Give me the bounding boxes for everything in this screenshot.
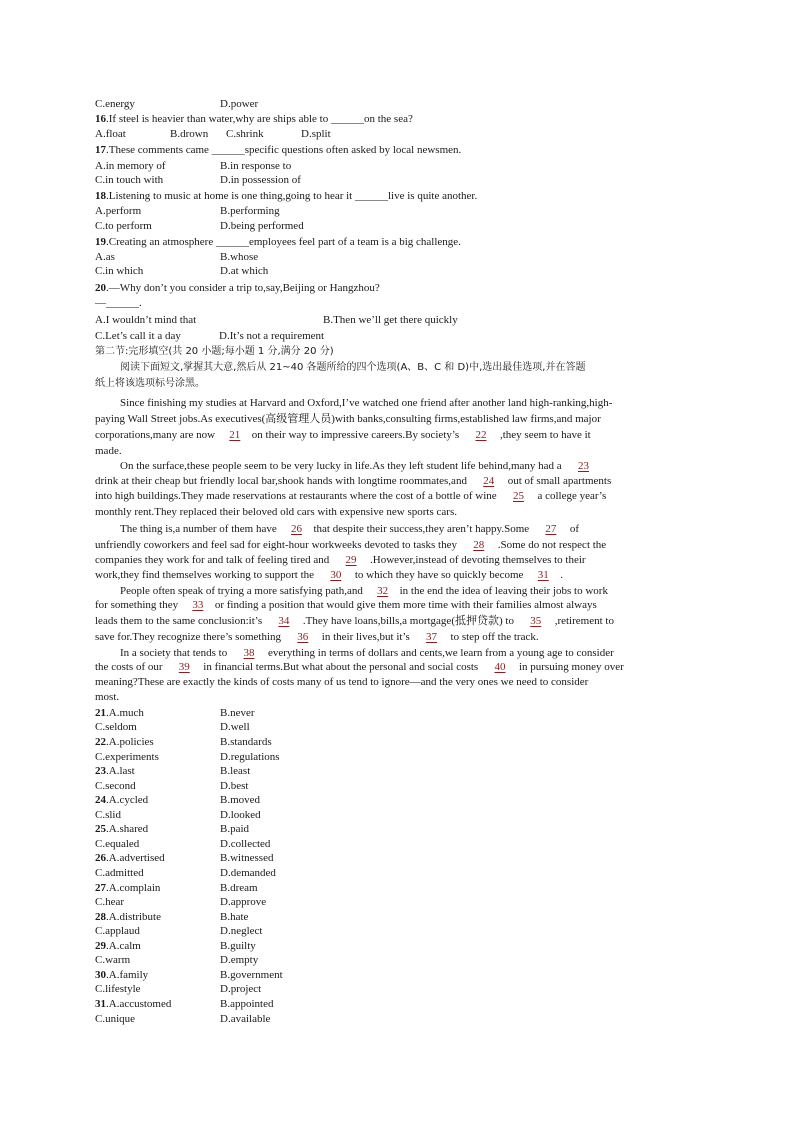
passage-text: on their way to impressive careers.By society’s — [251, 429, 462, 441]
passage-text: On the surface,these people seem to be very lucky in life.As they left student life behind,many had a — [120, 460, 565, 472]
question-number: 24 — [95, 794, 106, 806]
passage-p2-line1 — [120, 459, 602, 473]
option-a: A.perform — [95, 205, 142, 217]
option-d: D.power — [220, 98, 259, 110]
question-text-end: on the sea? — [363, 113, 413, 125]
blank-37: 37 — [426, 631, 438, 643]
option-d: D.empty — [220, 954, 259, 966]
option-a: A.float — [95, 128, 126, 140]
passage-p3-line2 — [95, 538, 606, 552]
option-d: D.in possession of — [220, 174, 301, 186]
option-c: C.in which — [95, 265, 144, 277]
option-a: .A.distribute — [106, 911, 161, 923]
passage-text: . — [560, 569, 563, 581]
option-a: .A.complain — [106, 882, 161, 894]
passage-p5-line1 — [120, 646, 614, 660]
passage-text: .Some do not respect the — [497, 539, 607, 551]
passage-text: everything in terms of dollars and cents,we learn from a young age to consider — [267, 647, 614, 659]
option-a: A.I wouldn’t mind that — [95, 314, 197, 326]
option-row-22-ab — [95, 735, 272, 749]
passage-text: save for.They recognize there’s something — [95, 631, 284, 643]
passage-text: a college year’s — [537, 490, 607, 502]
option-row-26-ab — [95, 851, 274, 865]
option-b: B.least — [220, 765, 251, 777]
option-c: C.energy — [95, 98, 135, 110]
option-d: D.collected — [220, 838, 271, 850]
option-b: B.moved — [220, 794, 261, 806]
passage-text: corporations,many are now — [95, 429, 218, 441]
option-row-27-cd — [95, 895, 267, 909]
question-text: .—Why don’t you consider a trip to,say,Beijing or Hangzhou? — [106, 282, 380, 294]
option-row-23-ab — [95, 764, 251, 778]
blank-35: 35 — [530, 615, 542, 627]
blank-23: 23 — [577, 460, 589, 472]
option-c: C.to perform — [95, 220, 152, 232]
blank-34: 34 — [278, 615, 290, 627]
option-d: D.available — [220, 1013, 271, 1025]
blank-31: 31 — [537, 569, 549, 581]
option-row-27-ab — [95, 881, 258, 895]
passage-text: in their lives,but it’s — [321, 631, 413, 643]
option-a: A.in memory of — [95, 160, 166, 172]
passage-text: the costs of our — [95, 661, 166, 673]
option-c: C.admitted — [95, 867, 144, 879]
reply-end: . — [139, 297, 142, 309]
answer-blank: ______ — [106, 297, 139, 309]
option-b: B.whose — [220, 251, 259, 263]
section-title: 第二节:完形填空(共 20 小题;每小题 1 分,满分 20 分) — [95, 346, 334, 357]
option-b: B.paid — [220, 823, 250, 835]
passage-text: drink at their cheap but friendly local bar,shook hands with longtime roommates,and — [95, 475, 470, 487]
passage-p4-line2 — [95, 598, 597, 612]
passage-text: ,retirement to — [554, 615, 614, 627]
blank-36: 36 — [297, 631, 309, 643]
section-instructions-line2: 纸上将该选项标号涂黑。 — [95, 378, 205, 389]
question-text: .Creating an atmosphere — [106, 236, 216, 248]
passage-text: out of small apartments — [507, 475, 612, 487]
option-c: C.in touch with — [95, 174, 164, 186]
question-number: 30 — [95, 969, 106, 981]
blank-25: 25 — [512, 490, 524, 502]
question-text: .These comments came — [106, 144, 212, 156]
option-d: D.being performed — [220, 220, 304, 232]
passage-text: The thing is,a number of them have — [120, 523, 280, 535]
question-number: 26 — [95, 852, 106, 864]
passage-text: unfriendly coworkers and feel sad for eight-hour workweeks devoted to tasks they — [95, 539, 460, 551]
option-row-28-ab — [95, 910, 249, 924]
question-18-options-cd — [95, 219, 304, 233]
option-b: B.never — [220, 707, 255, 719]
passage-text: ,they seem to have it — [499, 429, 591, 441]
option-row-29-cd — [95, 953, 259, 967]
option-c: C.seldom — [95, 721, 137, 733]
passage-p2-line4: monthly rent.They replaced their beloved old cars with expensive new sports cars. — [95, 506, 457, 518]
passage-text: In a society that tends to — [120, 647, 230, 659]
option-c: C.experiments — [95, 751, 159, 763]
passage-text: People often speak of trying a more satisfying path,and — [120, 585, 366, 597]
option-b: B.in response to — [220, 160, 292, 172]
blank-40: 40 — [494, 661, 506, 673]
option-b: B.appointed — [220, 998, 274, 1010]
option-row-21-ab — [95, 706, 255, 720]
passage-text: that despite their success,they aren’t happy.Some — [313, 523, 532, 535]
option-d: D.at which — [220, 265, 269, 277]
option-b: B.standards — [220, 736, 272, 748]
blank-24: 24 — [483, 475, 495, 487]
option-row-26-cd — [95, 866, 276, 880]
question-text: .If steel is heavier than water,why are ships able to — [106, 113, 331, 125]
question-number: 18 — [95, 190, 106, 202]
option-a: A.as — [95, 251, 115, 263]
option-a: .A.policies — [106, 736, 154, 748]
option-row-31-cd — [95, 1012, 271, 1026]
passage-text: companies they work for and talk of feeling tired and — [95, 554, 333, 566]
passage-text: to step off the track. — [450, 631, 539, 643]
blank-28: 28 — [473, 539, 485, 551]
question-text-end: specific questions often asked by local newsmen. — [244, 144, 462, 156]
option-c: C.warm — [95, 954, 131, 966]
question-20-stem — [95, 281, 380, 295]
option-a: .A.last — [106, 765, 135, 777]
passage-p4-line4 — [95, 630, 539, 644]
passage-p4-line1 — [120, 584, 608, 598]
option-c: C.lifestyle — [95, 983, 141, 995]
option-row-30-ab — [95, 968, 283, 982]
passage-p5-line3: meaning?These are exactly the kinds of costs many of us tend to ignore—and the very ones we need to consider — [95, 676, 589, 688]
question-19-options-ab — [95, 250, 259, 264]
question-19-stem — [95, 235, 461, 249]
option-b: B.Then we’ll get there quickly — [323, 314, 458, 326]
option-c: C.equaled — [95, 838, 140, 850]
passage-text: for something they — [95, 599, 181, 611]
option-a: .A.calm — [106, 940, 141, 952]
passage-text: .However,instead of devoting themselves to their — [370, 554, 586, 566]
answer-blank: ______ — [211, 144, 245, 156]
question-17-options-cd — [95, 173, 301, 187]
option-d: D.looked — [220, 809, 261, 821]
option-row-31-ab — [95, 997, 274, 1011]
question-text: .Listening to music at home is one thing,going to hear it — [106, 190, 355, 202]
question-number: 17 — [95, 144, 106, 156]
question-number: 16 — [95, 113, 106, 125]
passage-text: in pursuing money over — [518, 661, 624, 673]
blank-38: 38 — [243, 647, 255, 659]
option-a: .A.family — [106, 969, 149, 981]
option-d: D.demanded — [220, 867, 276, 879]
option-d: D.neglect — [220, 925, 263, 937]
passage-p5-line4: most. — [95, 691, 120, 703]
reply-dash: — — [95, 297, 106, 309]
question-number: 31 — [95, 998, 106, 1010]
question-number: 29 — [95, 940, 106, 952]
option-row-21-cd — [95, 720, 250, 734]
passage-text: to which they have so quickly become — [354, 569, 527, 581]
question-20-options-ab — [95, 313, 458, 327]
answer-blank: ______ — [215, 236, 249, 248]
passage-text: work,they find themselves working to support the — [95, 569, 317, 581]
question-number: 23 — [95, 765, 106, 777]
option-b: B.hate — [220, 911, 249, 923]
passage-text: of — [569, 523, 580, 535]
option-a: .A.advertised — [106, 852, 165, 864]
option-a: .A.accustomed — [106, 998, 172, 1010]
passage-p1-line4: made. — [95, 445, 122, 457]
passage-text: into high buildings.They made reservations at restaurants where the cost of a bottle of wine — [95, 490, 500, 502]
option-row-23-cd — [95, 779, 249, 793]
option-b: B.guilty — [220, 940, 256, 952]
question-text-end: employees feel part of a team is a big challenge. — [248, 236, 461, 248]
blank-39: 39 — [178, 661, 190, 673]
question-18-stem — [95, 189, 477, 203]
question-number: 22 — [95, 736, 106, 748]
question-number: 19 — [95, 236, 106, 248]
passage-p1-line1: Since finishing my studies at Harvard and Oxford,I’ve watched one friend after another land high-ranking,high- — [120, 397, 613, 409]
passage-text: in financial terms.But what about the personal and social costs — [203, 661, 481, 673]
option-c: C.applaud — [95, 925, 140, 937]
option-c: C.shrink — [226, 128, 264, 140]
option-d: D.It’s not a requirement — [219, 330, 325, 342]
blank-27: 27 — [545, 523, 557, 535]
passage-p1-line3 — [95, 428, 591, 442]
passage-p4-line3 — [95, 614, 614, 628]
question-17-options-ab — [95, 159, 292, 173]
blank-33: 33 — [192, 599, 204, 611]
blank-29: 29 — [345, 554, 357, 566]
passage-p3-line1 — [120, 522, 579, 536]
option-d: D.approve — [220, 896, 267, 908]
question-number: 20 — [95, 282, 106, 294]
option-row-29-ab — [95, 939, 256, 953]
blank-22: 22 — [475, 429, 487, 441]
option-d: D.well — [220, 721, 250, 733]
option-d: D.regulations — [220, 751, 280, 763]
question-18-options-ab — [95, 204, 280, 218]
option-c: C.unique — [95, 1013, 136, 1025]
section-instructions-line1: 阅读下面短文,掌握其大意,然后从 21~40 各题所给的四个选项(A、B、C 和 D)中,选出最佳选项,并在答题 — [120, 362, 586, 373]
blank-30: 30 — [330, 569, 342, 581]
option-d: D.project — [220, 983, 262, 995]
passage-text: leads them to the same conclusion:it’s — [95, 615, 265, 627]
option-a: .A.much — [106, 707, 144, 719]
option-b: B.witnessed — [220, 852, 274, 864]
question-19-options-cd — [95, 264, 269, 278]
option-row-25-ab — [95, 822, 250, 836]
option-b: B.performing — [220, 205, 280, 217]
option-row-24-ab — [95, 793, 261, 807]
option-c: C.second — [95, 780, 136, 792]
option-row-24-cd — [95, 808, 261, 822]
question-number: 25 — [95, 823, 106, 835]
option-c: C.Let’s call it a day — [95, 330, 181, 342]
option-b: B.drown — [170, 128, 209, 140]
q15-options-cd — [95, 97, 259, 111]
option-row-25-cd — [95, 837, 271, 851]
option-c: C.slid — [95, 809, 121, 821]
question-20-reply — [95, 296, 142, 310]
passage-p3-line3 — [95, 553, 586, 567]
passage-text: in the end the idea of leaving their jobs to work — [399, 585, 608, 597]
option-a: .A.shared — [106, 823, 149, 835]
blank-32: 32 — [377, 585, 389, 597]
answer-blank: ______ — [330, 113, 364, 125]
passage-p2-line2 — [95, 474, 611, 488]
option-row-28-cd — [95, 924, 263, 938]
question-number: 21 — [95, 707, 106, 719]
question-number: 27 — [95, 882, 106, 894]
passage-p2-line3 — [95, 489, 606, 503]
question-17-stem — [95, 143, 461, 157]
option-c: C.hear — [95, 896, 125, 908]
option-b: B.dream — [220, 882, 258, 894]
option-row-30-cd — [95, 982, 262, 996]
question-20-options-cd — [95, 329, 325, 343]
passage-text: or finding a position that would give them more time with their families almost always — [214, 599, 597, 611]
question-16-options — [95, 127, 331, 141]
blank-26: 26 — [290, 523, 302, 535]
passage-p1-line2: paying Wall Street jobs.As executives(高级管理人员)with banks,consulting firms,established law firms,and major — [95, 413, 601, 425]
option-d: D.best — [220, 780, 249, 792]
question-text-end: live is quite another. — [388, 190, 478, 202]
option-a: .A.cycled — [106, 794, 149, 806]
passage-p5-line2 — [95, 660, 624, 674]
passage-p3-line4 — [95, 568, 563, 582]
passage-text: .They have loans,bills,a mortgage(抵押贷款) to — [302, 615, 517, 627]
question-16-stem — [95, 112, 413, 126]
option-d: D.split — [301, 128, 331, 140]
blank-21: 21 — [229, 429, 241, 441]
answer-blank: ______ — [355, 190, 388, 202]
question-number: 28 — [95, 911, 106, 923]
option-b: B.government — [220, 969, 283, 981]
option-row-22-cd — [95, 750, 280, 764]
